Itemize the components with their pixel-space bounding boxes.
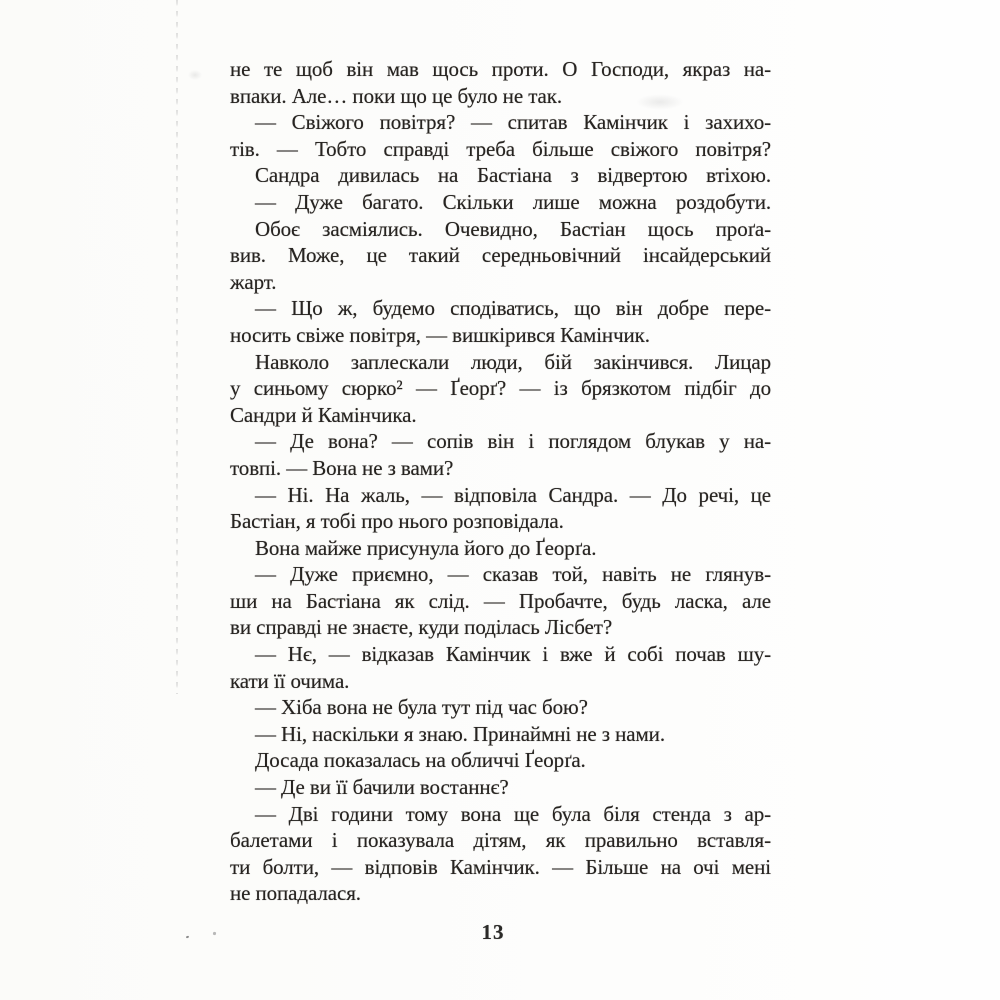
text-line: — Дуже приємно, — сказав той, навіть не глянув-	[255, 562, 771, 587]
text-line: кати її очима.	[230, 668, 350, 693]
scan-speck	[213, 932, 217, 936]
text-line: впаки. Але… поки що це було не так.	[230, 83, 562, 108]
text-line: — Свіжого повітря? — спитав Камінчик і захихо-	[255, 110, 771, 135]
text-line: — Дуже багато. Скільки лише можна роздобути.	[255, 189, 771, 214]
text-line: — Що ж, будемо сподіватись, що він добре пере-	[255, 296, 771, 321]
text-line: Бастіан, я тобі про нього розповідала.	[230, 509, 564, 534]
text-line: носить свіже повітря, — вишкірився Камінчик.	[230, 322, 650, 347]
text-line: Досада показалась на обличчі Ґеорґа.	[255, 748, 586, 773]
text-line: Навколо заплескали люди, бій закінчився. Лицар	[255, 349, 771, 374]
text-line: Сандра дивилась на Бастіана з відвертою втіхою.	[255, 163, 771, 188]
text-line: тів. — Тобто справді треба більше свіжого повітря?	[230, 136, 771, 161]
text-line: — Дві години тому вона ще була біля стенда з ар-	[255, 801, 771, 826]
text-line: Вона майже присунула його до Ґеорґа.	[255, 535, 597, 560]
text-line: не те щоб він мав щось проти. О Господи, якраз на-	[230, 57, 771, 81]
text-line: не попадалася.	[230, 881, 361, 906]
text-line: — Нє, — відказав Камінчик і вже й собі почав шу-	[255, 642, 771, 667]
text-line: Обоє засміялись. Очевидно, Бастіан щось проґа-	[255, 216, 771, 241]
scan-smudge	[188, 70, 202, 80]
text-line: — Ні. На жаль, — відповіла Сандра. — До речі, це	[255, 482, 771, 507]
text-line: у синьому сюрко² — Ґеорґ? — із брязкотом підбіг до	[230, 376, 771, 401]
text-line: жарт.	[230, 269, 277, 294]
text-line: ви справді не знаєте, куди поділась Лісбет?	[230, 615, 613, 640]
text-line: — Де вона? — сопів він і поглядом блукав у на-	[255, 429, 771, 454]
text-line: — Хіба вона не була тут під час бою?	[255, 695, 588, 720]
text-line: ти болти, — відповів Камінчик. — Більше на очі мені	[230, 854, 771, 879]
page-gutter-edge-line	[176, 0, 178, 694]
text-line: — Де ви її бачили востаннє?	[255, 775, 509, 800]
text-line: Сандри й Камінчика.	[230, 402, 417, 427]
text-line: ши на Бастіана як слід. — Пробачте, будь ласка, але	[230, 588, 771, 613]
text-line: вив. Може, це такий середньовічний інсайдерський	[230, 243, 771, 268]
body-text-block	[230, 56, 771, 907]
text-line: товпі. — Вона не з вами?	[230, 455, 454, 480]
scan-speck	[186, 936, 190, 939]
text-line: — Ні, наскільки я знаю. Принаймні не з нами.	[255, 721, 665, 746]
text-line: балетами і показувала дітям, як правильно вставля-	[230, 828, 771, 853]
page-number: 13	[481, 920, 505, 944]
